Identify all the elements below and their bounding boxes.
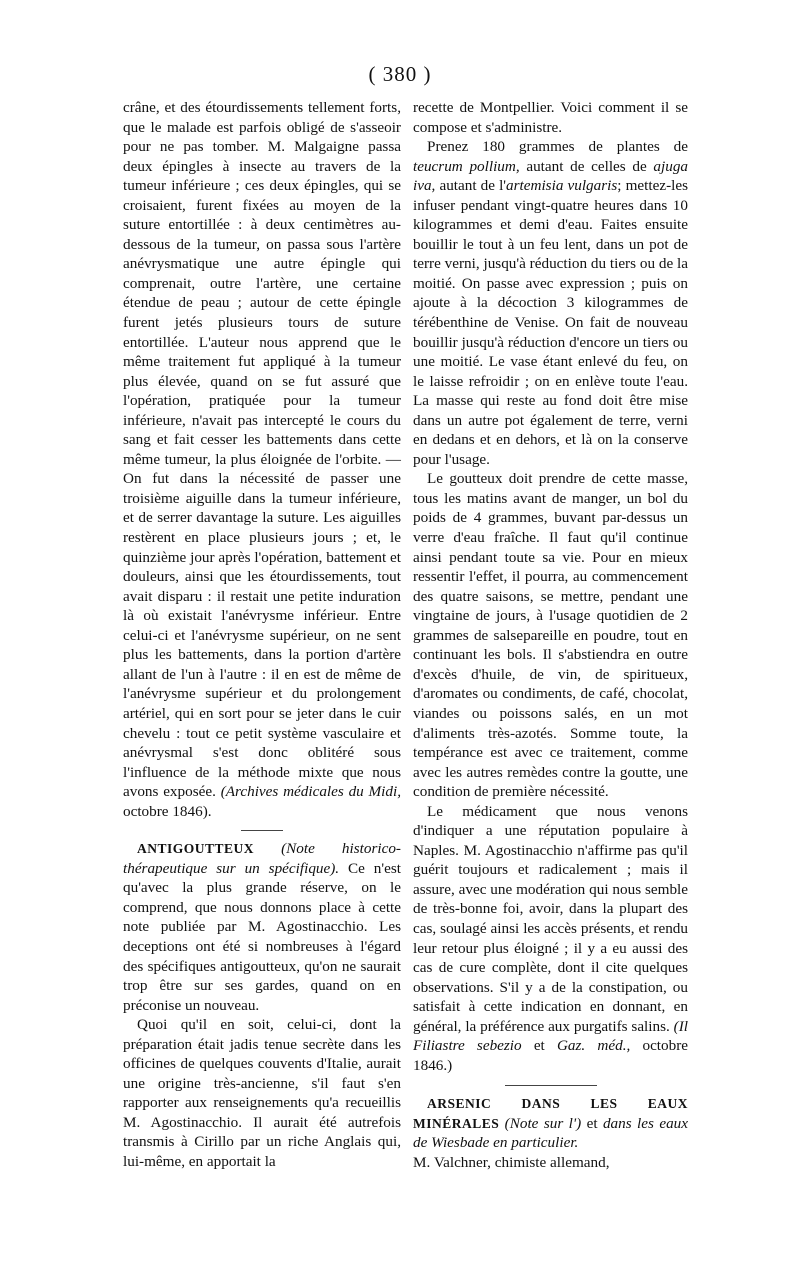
section-subtitle-conjunction: et: [586, 1114, 598, 1132]
page-number: ( 380 ): [368, 62, 432, 86]
paragraph-recipe: [413, 137, 688, 469]
paragraph-text: crâne, et des étourdissements tellement forts, que le malade est parfois obligé de s'asseoir pour ne pas tomber. M. Malgaigne passa deux épingles à insecte au travers de la tumeur inférieure ; ces deux épingles, qui se croisaient, furent fixées au moyen de la suture entortillée : à deux centimètres au-dessous de la tumeur, on passa sous l'artère anévrysmatique une autre épingle qui comprenait, outre l'artère, une certaine étendue de peau ; autour de cette épingle furent jetés plusieurs tours de suture entortillée. L'auteur nous apprend que le même traitement fut appliqué à la tumeur plus élevée, quand on se fut assuré que l'opération, pratiquée pour la tumeur inférieure, n'avait pas intercepté le cours du sang et fait cesser les battements dans cette même tumeur, la plus éloignée de l'orbite. — On fut dans la nécessité de passer une troisième aiguille dans la tumeur inférieure, et de serrer davantage la suture. Les aiguilles restèrent en place plusieurs jours ; et, le quinzième jour après l'opération, battement et douleurs, ainsi que les étourdissements, tout avait disparu : il restait une petite induration là où existait l'anévrysme inférieur. Entre celui-ci et l'anévrysme supérieur, on ne sent plus les battements, dans la portion d'artère allant de l'un à l'autre : il en est de même de l'anévrysme supérieur et du prolongement artériel, qui en sort pour se jeter dans le cuir chevelu : tout ce petit système vasculaire et anévrysmal s'est donc oblitéré sous l'influence de la méthode mixte que nous avons exposée.: [123, 99, 401, 801]
paragraph-arsenic-start: M. Valchner, chimiste allemand,: [413, 1153, 610, 1171]
citation-date: octobre 1846).: [123, 802, 212, 820]
paragraph-text: autant de l': [439, 177, 507, 195]
paragraph-arsenic-heading: [413, 1094, 688, 1153]
citation-source: Gaz. méd.,: [556, 1037, 631, 1055]
citation-conjunction: et: [533, 1037, 545, 1055]
left-column: [123, 98, 401, 1172]
plant-name: ajuga iva,: [413, 157, 689, 195]
section-subtitle: (Note historico-thérapeutique sur un spécifique).: [123, 840, 401, 877]
paragraph-recipe-intro: recette de Montpellier. Voici comment il se compose et s'administre.: [413, 99, 688, 136]
citation-source: (Il Filiastre sebezio: [413, 1017, 689, 1055]
paragraph-aneurysm-end: [123, 98, 401, 821]
section-divider: [505, 1085, 597, 1086]
paragraph-origin: Quoi qu'il en soit, celui-ci, dont la préparation était jadis tenue secrète dans les officines de quelques couvents d'Italie, aurait une origine très-ancienne, s'il faut s'en rapporter aux renseignements qu'a recueillis M. Agostinacchio. Il aurait été autrefois transmis à Cirillo par un riche Anglais qui, lui-même, en apportait la: [123, 1016, 401, 1170]
section-heading: ANTIGOUTTEUX: [137, 841, 255, 857]
plant-name: teucrum pollium,: [413, 157, 520, 175]
citation-date: octobre 1846.): [413, 1037, 689, 1074]
citation-source: (Archives médicales du Midi,: [220, 783, 401, 801]
section-subtitle: dans les eaux de Wiesbade en particulier.: [413, 1114, 688, 1152]
paragraph-dosage: Le goutteux doit prendre de cette masse, tous les matins avant de manger, un bol du poids de 4 grammes, buvant par-dessus un verre d'eau fraîche. Il faut qu'il continue ainsi pendant toute sa vie. Pour en mieux ressentir l'effet, il pourra, au commencement des quatre saisons, se mettre, pendant une vingtaine de jours, à l'usage quotidien de 2 grammes de salsepareille en poudre, tout en continuant les bols. Il s'abstiendra en outre d'excès d'huile, de vin, de spiritueux, d'aromates ou condiments, de café, chocolat, viandes ou poissons salés, en un mot d'aliments très-azotés. Somme toute, la tempérance est avec ce traitement, comme avec les autres remèdes contre la goutte, une condition de première nécessité.: [413, 470, 688, 801]
plant-name: artemisia vulgaris: [506, 177, 618, 195]
paragraph-text: Ce n'est qu'avec la plus grande réserve, on le comprend, que nous donnons place à cette note publiée par M. Agostinacchio. Les deceptions ont été si nombreuses à l'égard des spécifiques antigoutteux, qu'on ne saurait trop être sur ses gardes, quand on en préconise un nouveau.: [123, 859, 401, 1014]
section-heading: ARSENIC DANS LES EAUX MINÉRALES: [413, 1096, 688, 1131]
paragraph-text: Le médicament que nous venons d'indiquer a une réputation populaire à Naples. M. Agostinacchio n'affirme pas qu'il guérit toujours et radicalement ; mais il assure, avec une modération qui nous semble de très-bonne foi, avoir, dans la plupart des cas, soulagé ainsi les accès présents, et rendu leur retour plus éloigné ; il y a eu aussi des cas de cure complète, dont il cite quelques observations. S'il y a de la constipation, ou satisfait à cette indication en donnant, en général, la préférence aux purgatifs salins.: [413, 802, 688, 1035]
paragraph-text: Prenez 180 grammes de plantes de: [427, 138, 688, 156]
section-divider: [241, 830, 283, 831]
paragraph-text: autant de celles de: [526, 157, 647, 175]
paragraph-reputation: [413, 802, 688, 1076]
right-column: [413, 98, 688, 1173]
paragraph-text: ; mettez-les infuser pendant vingt-quatre heures dans 10 kilogrammes et demi d'eau. Faites ensuite bouillir le tout à un feu lent, dans un pot de terre verni, jusqu'à réduction du tiers ou de la moitié. On passe avec expression ; puis on ajoute à la décoction 3 kilogrammes de térébenthine de Venise. On fait de nouveau bouillir jusqu'à réduction d'encore un tiers ou une moitié. Le vase étant enlevé du feu, on le laisse refroidir ; on en enlève toute l'eau. La masse qui reste au fond doit être mise dans un autre pot également de terre, verni en dedans et en dehors, et là on la conserve pour l'usage.: [413, 177, 688, 468]
section-subtitle: (Note sur l'): [504, 1114, 582, 1132]
paragraph-antigoutteux-intro: [123, 839, 401, 1015]
